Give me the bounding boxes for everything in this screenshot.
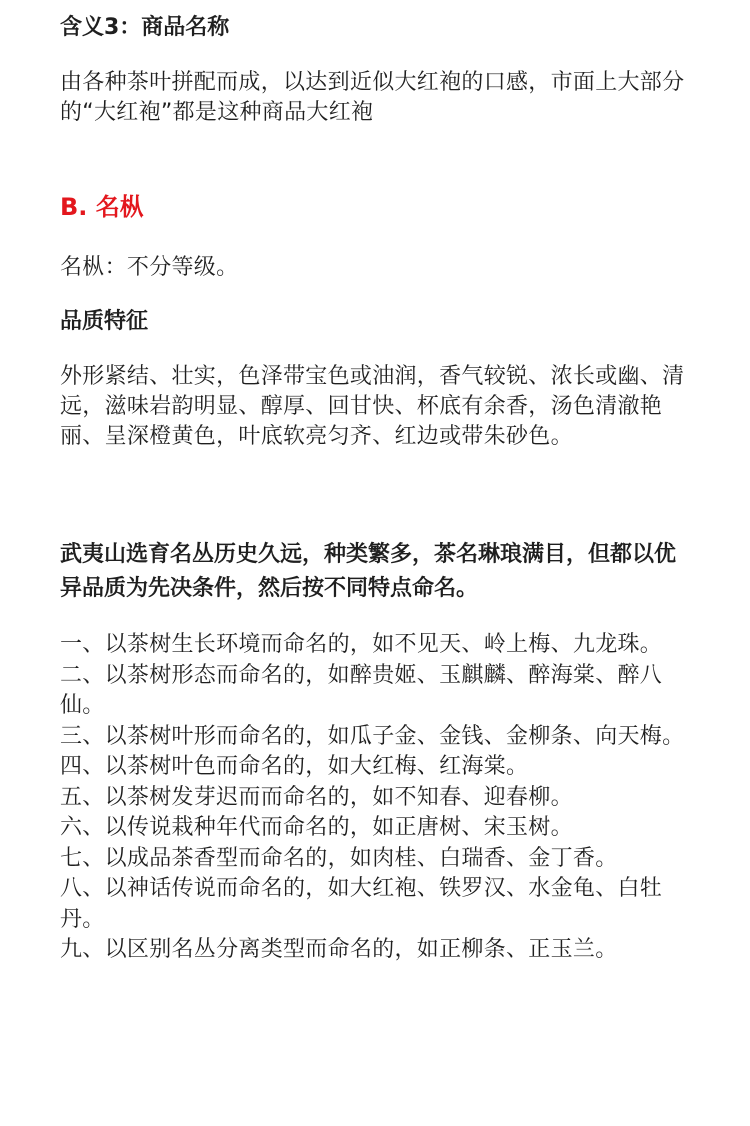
naming-list: [60, 630, 692, 966]
list-item: 六、以传说栽种年代而命名的，如正唐树、宋玉树。: [60, 815, 573, 840]
list-item: 四、以茶树叶色而命名的，如大红梅、红海棠。: [60, 754, 529, 779]
list-item: 五、以茶树发芽迟而而命名的，如不知春、迎春柳。: [60, 784, 573, 810]
quality-heading: 品质特征: [60, 309, 149, 334]
meaning3-text: 由各种茶叶拼配而成，以达到近似大红袍的口感，市面上大部分的“大红袍”都是这种商品大红袍: [60, 70, 685, 125]
list-item: 三、以茶树叶形而命名的，如瓜子金、金钱、金柳条、向天梅。: [60, 723, 685, 749]
list-item: 七、以成品茶香型而命名的，如肉桂、白瑞香、金丁香。: [60, 845, 618, 871]
list-item: 二、以茶树形态而命名的，如醉贵姬、玉麒麟、醉海棠、醉八仙。: [60, 662, 663, 718]
list-item: 一、以茶树生长环境而命名的，如不见天、岭上梅、九龙珠。: [60, 632, 663, 657]
list-item: 八、以神话传说而命名的，如大红袍、铁罗汉、水金龟、白牡丹。: [60, 876, 663, 932]
naming-intro: 武夷山选育名丛历史久远，种类繁多，茶名琳琅满目，但都以优异品质为先决条件，然后按不同特点命名。: [60, 542, 677, 601]
list-item: 九、以区别名丛分离类型而命名的，如正柳条、正玉兰。: [60, 937, 618, 962]
meaning3-heading: 含义3：商品名称: [60, 15, 230, 40]
section-b-title: B. 名枞: [60, 193, 144, 221]
quality-text: 外形紧结、壮实，色泽带宝色或油润，香气较锐、浓长或幽、清远，滋味岩韵明显、醇厚、回甘快、杯底有余香，汤色清澈艳丽、呈深橙黄色，叶底软亮匀齐、红边或带朱砂色。: [60, 364, 685, 449]
grade-text: 名枞：不分等级。: [60, 255, 239, 280]
